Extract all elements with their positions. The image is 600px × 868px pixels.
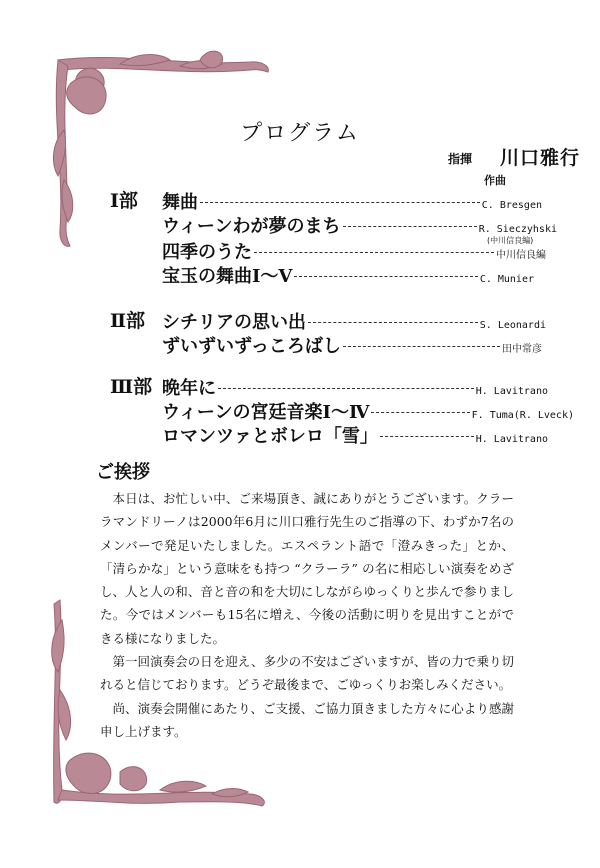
- composer-name: S. Leonardi: [479, 320, 546, 331]
- composer-column-header: 作曲: [484, 174, 506, 187]
- piece-title: ウィーンの宮廷音楽Ⅰ～Ⅳ: [162, 402, 370, 423]
- part-label: Ⅰ部: [110, 190, 138, 212]
- bottom-flower: [66, 753, 111, 793]
- conductor-label: 指揮: [448, 152, 473, 166]
- piece-title: 四季のうた: [162, 242, 252, 263]
- greeting-paragraph: 本日は、お忙しい中、ご来場頂き、誠にありがとうございます。クラーラマンドリーノは2000年6月に川口雅行先生のご指導の下、わずか7名のメンバーで発足いたしました。エスペラント語で「澄みきった」とか、「清らかな」という意味をも持つ “クラーラ” の名に相応しい演奏をめざし、人と人の和、音と音の和を大切にしながらゆっくりと歩んで参りました。今ではメンバーも15名に増え、今後の活動に明りを見出すことができる様になりました。: [100, 491, 514, 646]
- program-item: [162, 422, 548, 448]
- greeting-paragraph: 第一回演奏会の日を迎え、多少の不安はございますが、皆の力で乗り切れると信じております。どうぞ最後まで、ごゆっくりお楽しみください。: [100, 654, 514, 693]
- piece-title: 晩年に: [162, 378, 216, 399]
- dotted-leader: [343, 226, 477, 227]
- composer-name: 田中常彦: [502, 344, 542, 355]
- part-label: Ⅲ部: [110, 376, 153, 398]
- corner-flower: [67, 77, 106, 114]
- left-leaf-4: [58, 690, 71, 740]
- greeting-body: [100, 487, 514, 743]
- program-title: プログラム: [240, 121, 360, 146]
- dotted-leader: [294, 276, 477, 277]
- dotted-leader: [380, 436, 474, 437]
- program-item: [162, 262, 534, 288]
- dotted-leader: [343, 346, 500, 347]
- piece-title: 宝玉の舞曲Ⅰ～Ⅴ: [162, 266, 293, 287]
- dotted-leader: [308, 322, 478, 323]
- dotted-leader: [254, 252, 494, 253]
- composer-name: H. Lavitrano: [475, 386, 548, 397]
- bottom-flower-2: [120, 767, 147, 791]
- greeting-heading: ご挨拶: [96, 462, 150, 483]
- greeting-paragraph: 尚、演奏会開催にあたり、ご支援、ご協力頂きました方々に心より感謝申し上げます。: [100, 700, 514, 739]
- left-leaf-3: [52, 620, 64, 672]
- piece-title: 舞曲: [162, 192, 198, 213]
- program-item: [162, 332, 542, 358]
- composer-name: C. Munier: [479, 274, 534, 285]
- program-item: [162, 308, 546, 334]
- composer-name: C. Bresgen: [481, 200, 542, 211]
- composer-name: 中川信良編: [496, 250, 546, 261]
- piece-title: ずいずいずっころばし: [162, 336, 341, 357]
- dotted-leader: [200, 202, 480, 203]
- composer-name: R. Sieczyhski: [478, 224, 557, 235]
- program-item: [162, 188, 542, 214]
- bottom-leaf-1: [160, 781, 206, 792]
- piece-title: ロマンツァとボレロ「雪」: [162, 426, 378, 447]
- dotted-leader: [371, 412, 469, 413]
- piece-title: シチリアの思い出: [162, 312, 306, 333]
- composer-name: F. Tuma(R. Lveck): [471, 410, 574, 421]
- piece-title: ウィーンわが夢のまち: [162, 216, 341, 237]
- composer-name: H. Lavitrano: [475, 434, 548, 445]
- dotted-leader: [218, 388, 474, 389]
- program-item: [162, 398, 574, 424]
- program-item: [162, 238, 546, 264]
- arranger-note: (中川信良編): [487, 236, 534, 245]
- conductor-name: 川口雅行: [500, 147, 581, 169]
- part-label: Ⅱ部: [110, 310, 146, 332]
- program-item: [162, 374, 548, 400]
